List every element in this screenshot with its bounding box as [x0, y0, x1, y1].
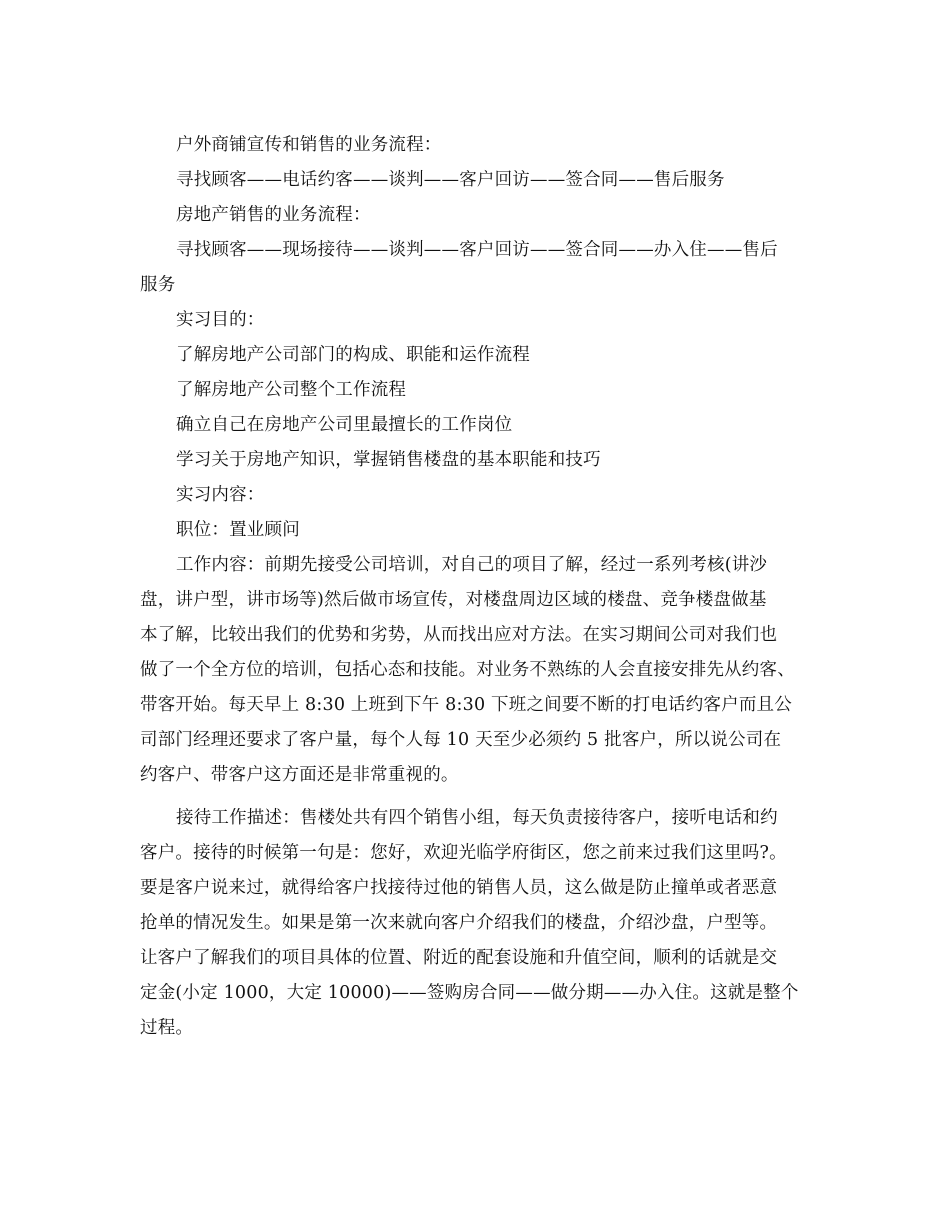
text-line: 职位：置业顾问: [176, 520, 300, 540]
text-line: 司部门经理还要求了客户量，每个人每 10 天至少必须约 5 批客户，所以说公司在: [140, 730, 782, 750]
text-line: 做了一个全方位的培训，包括心态和技能。对业务不熟练的人会直接安排先从约客、: [140, 660, 795, 680]
text-line: 服务: [140, 275, 176, 295]
text-line: 工作内容：前期先接受公司培训，对自己的项目了解，经过一系列考核(讲沙: [176, 555, 768, 575]
text-line: 了解房地产公司部门的构成、职能和运作流程: [176, 345, 530, 365]
text-line: 房地产销售的业务流程：: [176, 205, 371, 225]
text-line: 客户。接待的时候第一句是：您好，欢迎光临学府街区，您之前来过我们这里吗?。: [140, 843, 787, 863]
text-line: 实习内容：: [176, 485, 265, 505]
text-line: 寻找顾客——电话约客——谈判——客户回访——签合同——售后服务: [176, 170, 725, 190]
text-line: 户外商铺宣传和销售的业务流程：: [176, 135, 442, 155]
text-line: 过程。: [140, 1018, 194, 1038]
text-line: 约客户、带客户这方面还是非常重视的。: [140, 765, 459, 785]
text-line: 学习关于房地产知识，掌握销售楼盘的基本职能和技巧: [176, 450, 601, 470]
text-line: 让客户了解我们的项目具体的位置、附近的配套设施和升值空间，顺利的话就是交: [140, 948, 778, 968]
text-line: 确立自己在房地产公司里最擅长的工作岗位: [176, 415, 513, 435]
text-line: 要是客户说来过，就得给客户找接待过他的销售人员，这么做是防止撞单或者恶意: [140, 878, 778, 898]
text-line: 抢单的情况发生。如果是第一次来就向客户介绍我们的楼盘，介绍沙盘，户型等。: [140, 913, 778, 933]
text-line: 带客开始。每天早上 8:30 上班到下午 8:30 下班之间要不断的打电话约客户而且公: [140, 695, 792, 715]
text-line: 实习目的：: [176, 310, 265, 330]
text-line: 了解房地产公司整个工作流程: [176, 380, 407, 400]
text-line: 接待工作描述：售楼处共有四个销售小组，每天负责接待客户，接听电话和约: [176, 808, 778, 828]
text-line: 定金(小定 1000，大定 10000)——签购房合同——做分期——办入住。这就是整个: [140, 983, 799, 1003]
text-line: 寻找顾客——现场接待——谈判——客户回访——签合同——办入住——售后: [176, 240, 778, 260]
text-line: 本了解，比较出我们的优势和劣势，从而找出应对方法。在实习期间公司对我们也: [140, 625, 778, 645]
text-line: 盘，讲户型，讲市场等)然后做市场宣传，对楼盘周边区域的楼盘、竞争楼盘做基: [140, 590, 767, 610]
